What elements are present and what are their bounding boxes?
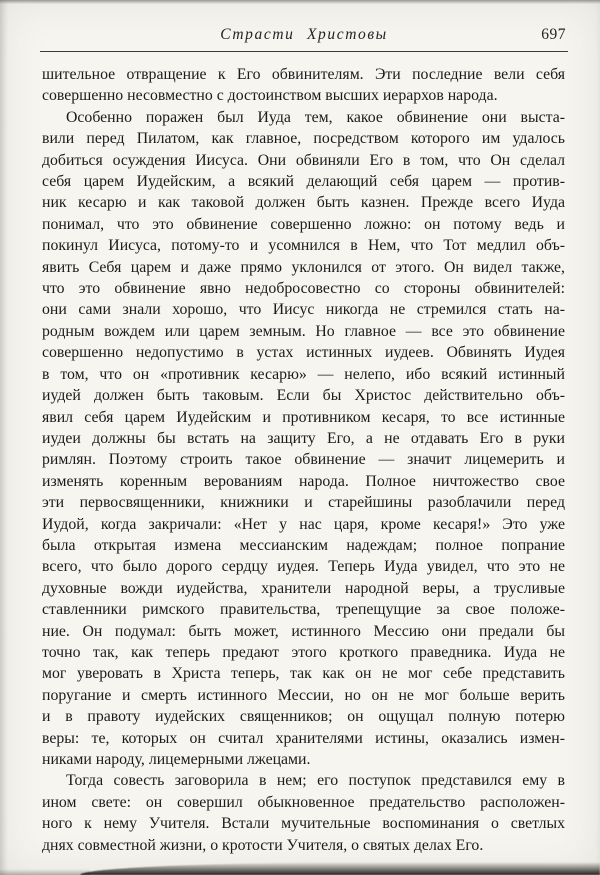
text-line: поругание и смерть истинного Мессии, но он не мог больше верить xyxy=(42,686,565,704)
text-line: ник кесарю и как таковой должен быть казнен. Прежде всего Иуда xyxy=(42,194,565,212)
text-line: иудеи должны бы встать на защиту Его, а не отдавать Его в руки xyxy=(42,429,565,447)
text-line: Тогда совесть заговорила в нем; его поступок представился ему в xyxy=(66,772,565,790)
text-line: вили перед Пилатом, как главное, посредством которого им удалось xyxy=(42,130,565,148)
text-line: духовные вожди иудейства, хранители народной веры, а трусливые xyxy=(42,579,565,597)
text-line: понимал, что это обвинение совершенно ложно: он потому ведь и xyxy=(42,215,565,233)
page-left-edge-shadow xyxy=(0,0,8,875)
text-line: римлян. Поэтому строить такое обвинение — значит лицемерить и xyxy=(42,451,565,469)
text-line: себя царем Иудейским, а всякий делающий себя царем — против- xyxy=(42,173,565,191)
text-line: шительное отвращение к Его обвинителям. Эти последние вели себя xyxy=(42,66,565,83)
page-number: 697 xyxy=(541,26,566,43)
text-line: Иудой, когда закричали: «Нет у нас царя, кроме кесаря!» Это уже xyxy=(42,515,565,533)
text-line: веры: те, которых он считал хранителями истины, оказались измен- xyxy=(42,729,565,747)
text-line: явить Себя царем и даже прямо уклонился от этого. Он видел также, xyxy=(42,258,565,276)
text-line: совершенно несовместно с достоинством высших иерархов народа. xyxy=(42,87,498,105)
text-line: была открытая измена мессианским надеждам; полное попрание xyxy=(42,536,565,554)
page-bottom-left-edge-shadow xyxy=(0,869,90,875)
page-header xyxy=(42,26,566,46)
text-line: покинул Иисуса, потому-то и усомнился в Нем, что Тот медлил объ- xyxy=(42,237,565,255)
text-line: что это обвинение явно недобросовестно со стороны обвинителей: xyxy=(42,280,565,298)
text-line: ставленники римского правительства, трепещущие за свое положе- xyxy=(42,601,565,619)
text-line: и в правоту иудейских священников; он ощущал полную потерю xyxy=(42,708,565,726)
text-line: ином свете: он совершил обыкновенное предательство расположен- xyxy=(42,793,565,811)
text-line: всего, что было дорого сердцу иудея. Теперь Иуда увидел, что это не xyxy=(42,558,565,576)
text-line: ние. Он подумал: быть может, истинного Мессию они предали бы xyxy=(42,622,565,640)
page-bottom-edge-shadow xyxy=(80,862,600,875)
text-line: добиться осуждения Иисуса. Они обвиняли Его в том, что Он сделал xyxy=(42,151,565,169)
text-line: точно так, как теперь предают этого кроткого праведника. Иуда не xyxy=(42,643,565,661)
text-line: родным вождем или царем земным. Но главное — все это обвинение xyxy=(42,322,565,340)
text-line: совершенно недопустимо в устах истинных иудеев. Обвинять Иудея xyxy=(42,344,565,362)
page-top-edge-shadow xyxy=(0,0,600,4)
text-line: в том, что он «противник кесарю» — нелепо, ибо всякий истинный xyxy=(42,365,565,383)
text-line: ного к нему Учителя. Встали мучительные воспоминания о светлых xyxy=(42,815,565,833)
text-line: эти первосвященники, книжники и старейшины разоблачили перед xyxy=(42,494,565,512)
text-line: днях совместной жизни, о кротости Учителя, о святых делах Его. xyxy=(42,836,484,854)
text-line: они сами знали хорошо, что Иисус никогда не стремился стать на- xyxy=(42,301,565,319)
text-line: изменять коренным верованиям народа. Полное ничтожество свое xyxy=(42,472,565,490)
running-title: Страсти Христовы xyxy=(220,26,388,43)
text-line: Особенно поражен был Иуда тем, какое обвинение они выста- xyxy=(66,108,565,126)
text-line: мог уверовать в Христа теперь, так как он не мог себе представить xyxy=(42,665,565,683)
text-line: иудей должен быть таковым. Если бы Христос действительно объ- xyxy=(42,387,565,405)
text-line: явил себя царем Иудейским и противником кесаря, то все истинные xyxy=(42,408,565,426)
header-rule xyxy=(40,51,568,52)
text-line: никами народу, лицемерными лжецами. xyxy=(42,751,311,768)
page-body xyxy=(42,64,565,856)
